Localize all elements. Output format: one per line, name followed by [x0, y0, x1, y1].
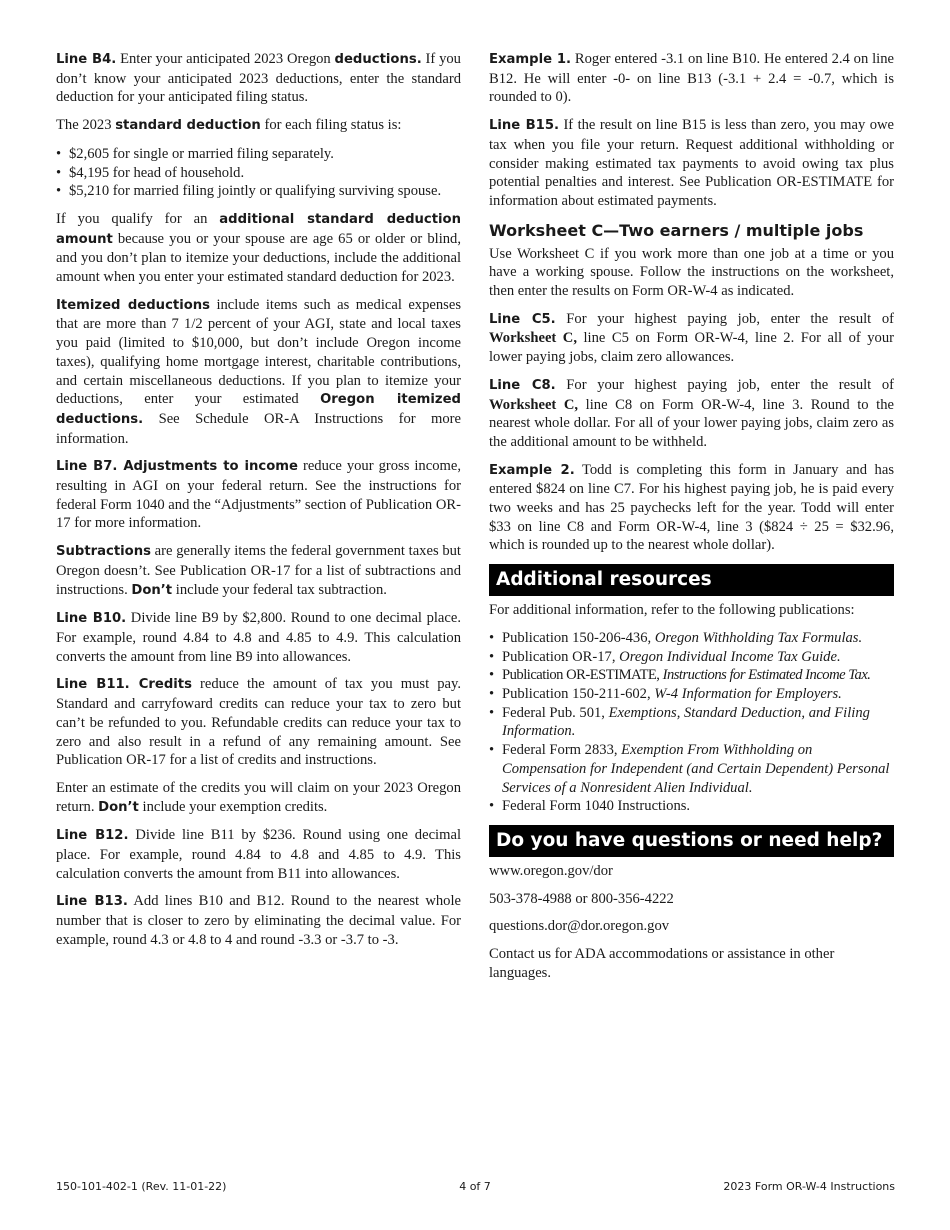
worksheet-c-paragraph: Use Worksheet C if you work more than one job at a time or you have a working spouse. Follow the instructions on the worksheet, then enter the results on Form OR-W-4 as indicated.	[489, 245, 894, 300]
resources-intro: For additional information, refer to the following publications:	[489, 602, 855, 619]
itemized-deductions-paragraph	[56, 296, 461, 449]
line-b12-paragraph	[56, 826, 461, 883]
addl-text-2: because you or your spouse are age 65 or older or blind, and you don’t plan to itemize your deductions, include the additional amount when you enter your estimated standard deduction for 2023.	[56, 230, 461, 286]
example-2-label: Example 2.	[489, 462, 575, 478]
list-item	[489, 648, 894, 667]
line-c5-paragraph	[489, 310, 894, 367]
itemized-deductions-term: Itemized deductions	[56, 297, 211, 313]
line-b4-label: Line B4.	[56, 52, 117, 67]
standard-deduction-term: standard deduction	[115, 118, 261, 134]
resource-title: Instructions for Estimated Income Tax.	[662, 667, 871, 684]
line-b11-paragraph	[56, 675, 461, 770]
line-b15-label: Line B15.	[489, 118, 560, 134]
list-item	[489, 666, 894, 685]
resources-list	[489, 629, 894, 816]
additional-deduction-paragraph	[56, 210, 461, 287]
resource-name: Publication OR-17,	[502, 648, 620, 665]
subtractions-text-2: include your federal tax subtraction.	[172, 581, 387, 598]
line-b4-text-2: If you don’t know your anticipated 2023 deductions, enter the standard deduction for your anticipated filing status.	[56, 51, 461, 106]
email-link[interactable]: questions.dor@dor.oregon.gov	[489, 918, 670, 935]
line-b10-label: Line B10.	[56, 611, 127, 627]
document-title: 2023 Form OR-W-4 Instructions	[723, 1180, 895, 1193]
list-item: • $5,210 for married filing jointly or qualifying surviving spouse.	[56, 182, 461, 201]
resource-title: Oregon Individual Income Tax Guide.	[619, 648, 841, 665]
oregon-itemized-term: Oregon itemized deductions.	[56, 392, 461, 427]
additional-deduction-term: additional standard deduction amount	[56, 211, 461, 247]
line-c5-label: Line C5.	[489, 311, 556, 327]
line-b13-text: Add lines B10 and B12. Round to the nearest whole number that is closer to zero by eliminating the decimal value. For example, round 4.3 or 4.8 to 4 and round -3.3 or -3.7 to -3.	[56, 893, 461, 948]
standard-deduction-list	[56, 145, 461, 201]
phone-numbers: 503-378-4988 or 800-356-4222	[489, 890, 674, 907]
resource-name: Federal Pub. 501,	[502, 704, 609, 721]
dont-emphasis: Don’t	[131, 582, 173, 598]
addl-text: If you qualify for an	[56, 210, 220, 227]
resource-name: Publication 150-211-602,	[502, 685, 655, 702]
credits-estimate-paragraph	[56, 779, 461, 817]
worksheet-c-reference: Worksheet C,	[489, 330, 577, 347]
subtractions-label: Subtractions	[56, 544, 151, 560]
line-c8-text-2: line C8 on Form OR-W-4, line 3. Round to the nearest whole dollar. For all of your lower paying jobs, claim zero as the additional amount to be withheld.	[489, 396, 894, 450]
list-item	[489, 741, 894, 797]
additional-resources-heading: Additional resources	[489, 564, 894, 596]
line-b12-text: Divide line B11 by $236. Round using one decimal place. For example, round 4.84 to 4.8 and 4.85 to 4.9. This calculation converts the amount from B11 into allowances.	[56, 827, 462, 882]
worksheet-c-reference: Worksheet C,	[489, 396, 579, 413]
worksheet-c-heading: Worksheet C—Two earners / multiple jobs	[489, 220, 864, 240]
example-1-text: Roger entered -3.1 on line B10. He entered 2.4 on line B12. He will enter -0- on line B13 (-3.1 + 2.4 = -0.7, which is rounded to 0).	[489, 51, 894, 106]
example-2-paragraph	[489, 461, 894, 556]
page-number: 4 of 7	[459, 1180, 491, 1193]
dont-emphasis: Don’t	[98, 799, 139, 815]
estimate-text-2: include your exemption credits.	[138, 798, 328, 815]
line-b15-paragraph	[489, 116, 894, 211]
resource-name: Federal Form 2833,	[502, 742, 622, 759]
deductions-term: deductions.	[334, 52, 422, 67]
list-item: • $4,195 for head of household.	[56, 164, 461, 183]
resource-title: Oregon Withholding Tax Formulas.	[654, 629, 863, 646]
list-item	[489, 704, 894, 741]
std-intro-text-2: for each filing status is:	[260, 117, 402, 134]
line-b4-text: Enter your anticipated 2023 Oregon	[116, 51, 335, 67]
left-column	[56, 50, 461, 959]
example-2-text: Todd is completing this form in January and has entered $824 on line C7. For his highest paying job, he is paid every two weeks and has 25 paychecks left for the year. Todd will enter $33 on line C8 and Form OR-W-4, line 3 ($824 ÷ 25 = $32.96, which is rounded up to the nearest whole dollar).	[489, 461, 895, 554]
line-b13-paragraph	[56, 892, 461, 949]
resource-name: Publication OR-ESTIMATE,	[502, 667, 663, 684]
itemized-text: include items such as medical expenses that are more than 7 1/2 percent of your AGI, state and local taxes you paid (limited to $10,000, but don’t include Oregon income taxes), qualifying home mortgage interest, charitable contributions, and certain miscellaneous deductions. If you plan to itemize your deductions, enter your estimated	[56, 296, 461, 408]
line-c8-text: For your highest paying job, enter the result of	[555, 376, 894, 393]
line-b4-paragraph	[56, 50, 461, 107]
line-b7-paragraph	[56, 457, 461, 533]
resource-name: Federal Form 1040 Instructions.	[502, 798, 691, 815]
standard-deduction-intro	[56, 116, 461, 136]
line-b7-text: reduce your gross income, resulting in AGI on your federal return. See the instructions for federal Form 1040 and the “Adjustments” section of Publication OR-17 for more information.	[56, 458, 461, 532]
list-item	[489, 685, 894, 704]
subtractions-paragraph	[56, 542, 461, 600]
subtractions-text: are generally items the federal government taxes but Oregon doesn’t. See Publication OR-17 for a list of subtractions and instructions.	[56, 543, 461, 598]
resource-title: W-4 Information for Employers.	[654, 685, 842, 702]
line-b10-text: Divide line B9 by $2,800. Round to one decimal place. For example, round 4.84 to 4.8 and 4.85 to 4.9. This calculation converts the amount from line B9 into allowances.	[56, 610, 461, 665]
line-b11-label: Line B11. Credits	[56, 677, 192, 693]
line-b10-paragraph	[56, 609, 461, 666]
line-c5-text-2: line C5 on Form OR-W-4, line 2. For all of your lower paying jobs, claim zero allowances.	[489, 330, 894, 366]
line-b12-label: Line B12.	[56, 828, 129, 844]
line-c5-text: For your highest paying job, enter the result of	[555, 310, 894, 327]
list-item	[489, 797, 894, 816]
resource-title: Exemption From Withholding on Compensation for Independent (and Certain Dependent) Personal Services of a Nonresident Alien Individual.	[502, 742, 890, 796]
line-b7-label: Line B7. Adjustments to income	[56, 459, 298, 475]
line-c8-label: Line C8.	[489, 377, 556, 393]
list-item: • $2,605 for single or married filing separately.	[56, 145, 461, 164]
itemized-text-2: See Schedule OR-A Instructions for more information.	[56, 410, 461, 447]
line-b13-label: Line B13.	[56, 894, 128, 910]
example-1-paragraph	[489, 50, 894, 107]
ada-paragraph: Contact us for ADA accommodations or assistance in other languages.	[489, 946, 835, 981]
example-1-label: Example 1.	[489, 52, 572, 67]
line-c8-paragraph	[489, 376, 894, 452]
list-item	[489, 629, 894, 648]
estimate-text: Enter an estimate of the credits you will claim on your 2023 Oregon return.	[56, 779, 461, 815]
website-link[interactable]: www.oregon.gov/dor	[489, 862, 613, 879]
resource-title: Exemptions, Standard Deduction, and Filing Information.	[502, 704, 870, 740]
line-b11-text: reduce the amount of tax you must pay. Standard and carryfoward credits can reduce your tax to zero but can’t be refunded to you. Refundable credits can reduce your tax to zero and also result in a refund of any remaining amount. See Publication OR-17 for a list of credits and instructions.	[56, 676, 461, 769]
resource-name: Publication 150-206-436,	[502, 629, 655, 646]
std-intro-text: The 2023	[56, 117, 116, 134]
line-b15-text: If the result on line B15 is less than zero, you may owe tax when you file your return. Request additional withholding or consider making estimated tax payments to avoid owing tax plus potential penalties and interest. See Publication OR-ESTIMATE for information about estimated payments.	[489, 117, 895, 209]
form-number: 150-101-402-1 (Rev. 11-01-22)	[56, 1180, 227, 1193]
help-heading: Do you have questions or need help?	[489, 825, 894, 857]
right-column	[489, 50, 894, 991]
